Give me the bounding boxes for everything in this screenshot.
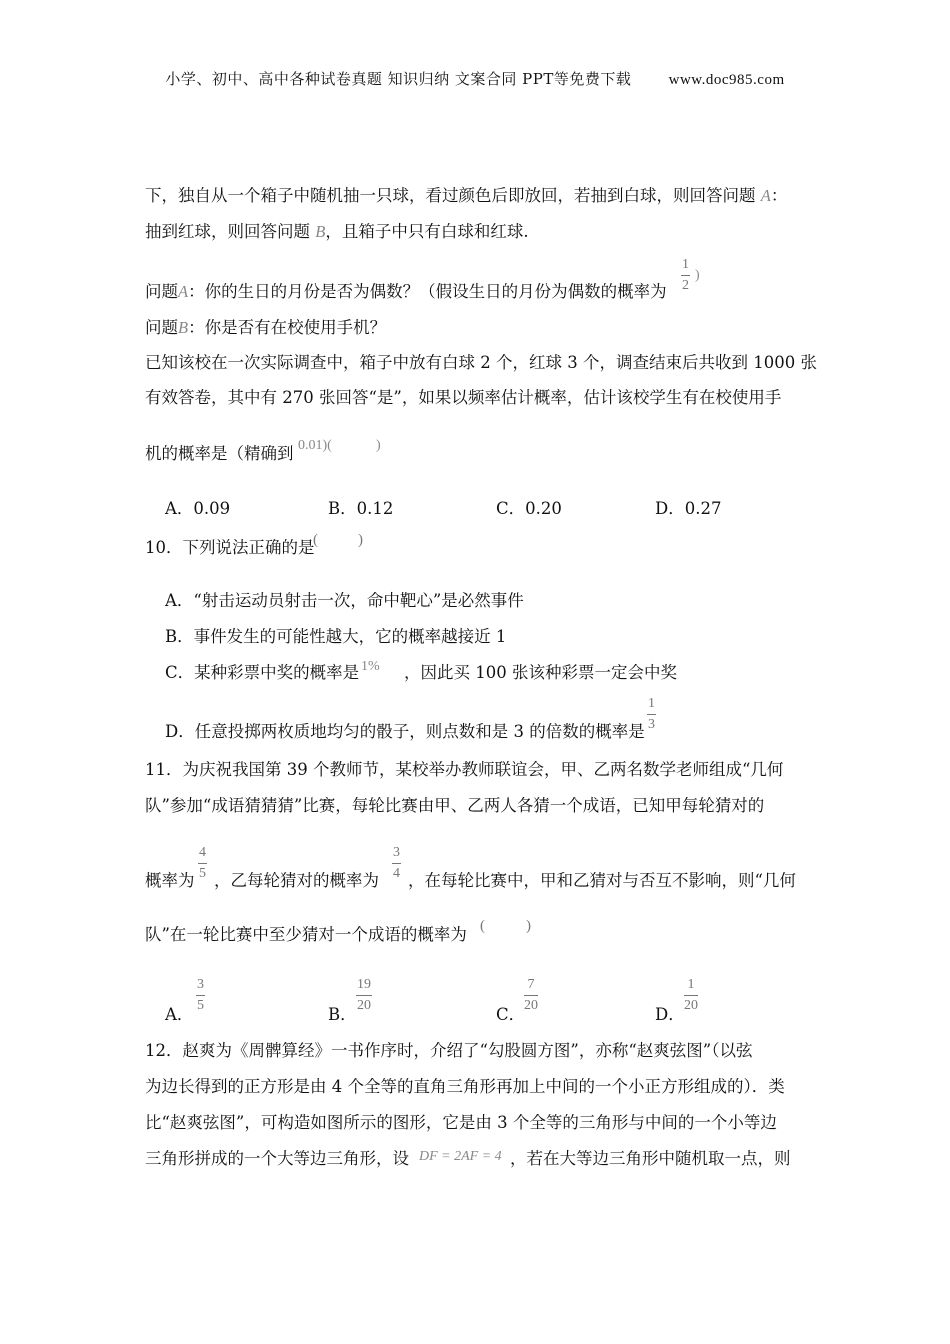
q9-precision-math: 0.01)( (298, 438, 332, 453)
q11-fraction-three-quarters: 3 4 (393, 845, 400, 881)
q11-option-d-label: D． (655, 1005, 685, 1024)
q9-line-3: 已知该校在一次实际调查中，箱子中放有白球 2 个，红球 3 个，调查结束后共收到 1000 张 (145, 353, 817, 372)
q11-option-b-fraction: 19 20 (357, 977, 371, 1013)
q9-question-a: 问题A：你的生日的月份是否为偶数？（假设生日的月份为偶数的概率为 (145, 282, 667, 301)
q11-fraction-four-fifths: 4 5 (199, 845, 206, 881)
q12-equation: DF = 2AF = 4 (419, 1149, 502, 1164)
var-b: B (315, 222, 326, 241)
q10-option-c-rest: ，因此买 100 张该种彩票一定会中奖 (404, 663, 677, 682)
q11-option-d-fraction: 1 20 (684, 977, 698, 1013)
q11-line-2: 队”参加“成语猜猜猜”比赛，每轮比赛由甲、乙两人各猜一个成语，已知甲每轮猜对的 (145, 796, 765, 815)
q9-line-1: 下，独自从一个箱子中随机抽一只球，看过颜色后即放回，若抽到白球，则回答问题 A： (145, 186, 788, 205)
q11-paren-close: ) (526, 918, 531, 934)
q12-line-4-rest: ，若在大等边三角形中随机取一点，则 (510, 1149, 791, 1168)
q9-close-paren: ) (695, 268, 700, 283)
q11-line-4: 队”在一轮比赛中至少猜对一个成语的概率为 (145, 925, 467, 944)
q9-fraction-half: 1 2 (682, 257, 689, 293)
q10-paren-close: ) (358, 532, 363, 548)
q9-answer-close: ) (376, 438, 381, 453)
q9-option-c: C．0.20 (496, 499, 562, 518)
q10-paren-open: ( (313, 532, 318, 548)
q11-option-a-label: A． (165, 1005, 194, 1024)
q10-option-a: A．“射击运动员射击一次，命中靶心”是必然事件 (165, 591, 524, 610)
q9-question-b: 问题B：你是否有在校使用手机？ (145, 318, 387, 337)
var-a: A (760, 186, 771, 205)
q11-option-c-fraction: 7 20 (524, 977, 538, 1013)
q12-line-1: 12．赵爽为《周髀算经》一书作序时，介绍了“勾股圆方图”，亦称“赵爽弦图”（以弦 (145, 1041, 753, 1060)
q10-stem: 10．下列说法正确的是 (145, 538, 315, 557)
q11-option-c-label: C． (496, 1005, 526, 1024)
q10-fraction-third: 1 3 (648, 696, 655, 732)
q10-percent: 1% (361, 659, 380, 674)
q11-option-a-fraction: 3 5 (197, 977, 204, 1013)
q10-option-c: C．某种彩票中奖的概率是 (165, 663, 360, 682)
q9-line-4: 有效答卷，其中有 270 张回答“是”，如果以频率估计概率，估计该校学生有在校使用手 (145, 388, 782, 407)
q12-line-4: 三角形拼成的一个大等边三角形，设 (145, 1149, 409, 1168)
q11-option-b-label: B． (328, 1005, 357, 1024)
q9-option-d: D．0.27 (655, 499, 722, 518)
q9-option-a: A．0.09 (165, 499, 231, 518)
q9-line-2: 抽到红球，则回答问题 B，且箱子中只有白球和红球. (145, 222, 529, 241)
q10-option-b: B．事件发生的可能性越大，它的概率越接近 1 (165, 627, 507, 646)
header-text: 小学、初中、高中各种试卷真题 知识归纳 文案合同 PPT等免费下载 (165, 70, 632, 88)
q11-line-3a: 概率为 (145, 871, 195, 890)
q11-line-1: 11．为庆祝我国第 39 个教师节，某校举办教师联谊会，甲、乙两名数学老师组成“几何 (145, 760, 784, 779)
q11-line-3c: ，在每轮比赛中，甲和乙猜对与否互不影响，则“几何 (408, 871, 796, 890)
q11-paren-open: ( (480, 918, 485, 934)
q12-line-3: 比“赵爽弦图”，可构造如图所示的图形，它是由 3 个全等的三角形与中间的一个小等边 (145, 1113, 777, 1132)
header-site: www.doc985.com (668, 72, 785, 88)
page-header (0, 68, 950, 89)
q11-line-3b: ，乙每轮猜对的概率为 (214, 871, 379, 890)
q12-line-2: 为边长得到的正方形是由 4 个全等的直角三角形再加上中间的一个小正方形组成的）．类 (145, 1077, 785, 1096)
q9-line-5: 机的概率是（精确到 (145, 444, 294, 463)
q10-option-d: D．任意投掷两枚质地均匀的骰子，则点数和是 3 的倍数的概率是 (165, 722, 645, 741)
q9-option-b: B．0.12 (328, 499, 394, 518)
